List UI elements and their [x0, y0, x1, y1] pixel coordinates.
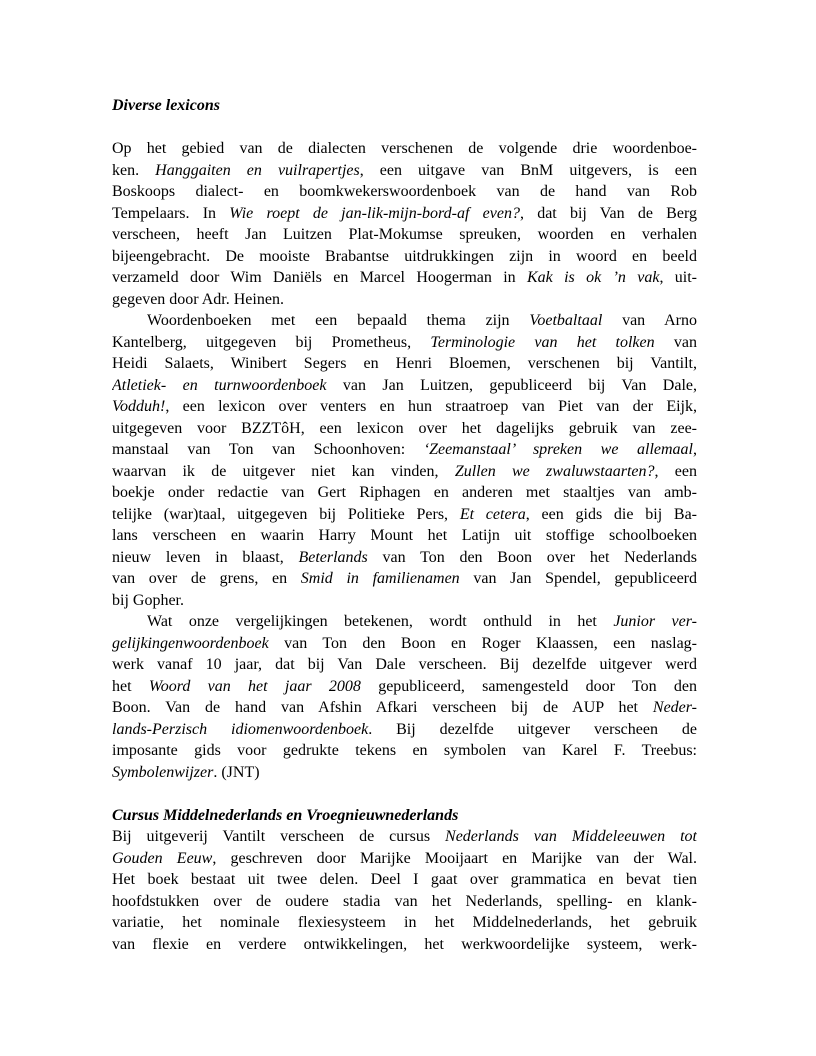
- plain-text: Heidi Salaets, Winibert Segers en Henri Bloemen, verschenen bij Vantilt,: [112, 355, 697, 372]
- text-line: [112, 869, 697, 891]
- italic-text: Et cetera: [459, 505, 526, 523]
- text-line: [112, 611, 697, 633]
- text-line: [112, 740, 697, 762]
- text-line: [112, 224, 697, 246]
- text-line: [112, 203, 697, 225]
- plain-text: gegeven door Adr. Heinen.: [112, 290, 284, 308]
- plain-text: van Ton den Boon over het Nederlands: [367, 548, 697, 566]
- plain-text: hoofdstukken over de oudere stadia van het Nederlands, spelling- en klank-: [112, 892, 697, 910]
- plain-text: , een lexicon over venters en hun straatroep van Piet van der Eijk,: [165, 398, 697, 415]
- text-line: [112, 676, 697, 698]
- text-line: [112, 332, 697, 354]
- section-heading: Diverse lexicons: [112, 97, 220, 114]
- plain-text: waarvan ik de uitgever niet kan vinden,: [112, 462, 455, 480]
- text-line: [112, 568, 697, 590]
- text-line: [112, 719, 697, 741]
- text-line: [112, 289, 697, 311]
- text-line: [112, 697, 697, 719]
- paragraph: [112, 310, 697, 611]
- plain-text: Boskoops dialect- en boomkwekerswoordenboek van de hand van Rob: [112, 183, 697, 200]
- plain-text: bijeengebracht. De mooiste Brabantse uitdrukkingen zijn in woord en beeld: [112, 247, 697, 265]
- plain-text: Op het gebied van de dialecten verschenen de volgende drie woordenboe-: [112, 140, 697, 157]
- italic-text: Woord van het jaar 2008: [148, 677, 361, 695]
- text-line: [112, 267, 697, 289]
- plain-text: ken.: [112, 161, 156, 179]
- plain-text: verzameld door Wim Daniëls en Marcel Hoogerman in: [112, 269, 527, 286]
- text-line: [112, 246, 697, 268]
- text-line: [112, 375, 697, 397]
- text-line: [112, 525, 697, 547]
- plain-text: nieuw leven in blaast,: [112, 548, 299, 566]
- plain-text: manstaal van Ton van Schoonhoven:: [112, 441, 424, 458]
- text-line: [112, 912, 697, 934]
- text-line: [112, 439, 697, 461]
- plain-text: Kantelberg, uitgegeven bij Prometheus,: [112, 333, 431, 351]
- plain-text: Het boek bestaat uit twee delen. Deel I gaat over grammatica en bevat tien: [112, 871, 697, 888]
- italic-text: gelijkingenwoordenboek: [112, 634, 269, 652]
- plain-text: het: [112, 677, 149, 695]
- section-heading: Cursus Middelnederlands en Vroegnieuwnederlands: [112, 806, 459, 824]
- plain-text: van Jan Luitzen, gepubliceerd bij Van Dale,: [326, 376, 697, 394]
- italic-text: Neder-: [652, 699, 697, 716]
- text-line: [112, 633, 697, 655]
- plain-text: lans verscheen en waarin Harry Mount het Latijn uit stoffige schoolboeken: [112, 527, 697, 544]
- italic-text: Beterlands: [298, 548, 368, 566]
- blank-line: [112, 117, 697, 139]
- plain-text: van Arno: [602, 312, 697, 329]
- plain-text: gepubliceerd, samengesteld door Ton den: [360, 677, 697, 695]
- document-content: [112, 95, 697, 955]
- italic-text: Vodduh!: [112, 398, 166, 415]
- plain-text: imposante gids voor gedrukte tekens en symbolen van Karel F. Treebus:: [112, 742, 697, 759]
- italic-text: Hanggaiten en vuilrapertjes: [155, 161, 360, 179]
- text-line: [112, 353, 697, 375]
- text-line: [112, 310, 697, 332]
- paragraph: [112, 138, 697, 310]
- plain-text: werk vanaf 10 jaar, dat bij Van Dale verscheen. Bij dezelfde uitgever werd: [112, 656, 697, 673]
- plain-text: , een: [654, 462, 697, 480]
- plain-text: bij Gopher.: [112, 591, 184, 609]
- text-line: [112, 138, 697, 160]
- italic-text: Terminologie van het tolken: [430, 333, 655, 351]
- plain-text: verscheen, heeft Jan Luitzen Plat-Mokumse spreuken, woorden en verhalen: [112, 226, 697, 243]
- paragraph: [112, 611, 697, 783]
- blank-line: [112, 783, 697, 805]
- plain-text: Bij uitgeverij Vantilt verscheen de cursus: [112, 828, 446, 845]
- plain-text: uitgegeven voor BZZTôH, een lexicon over het dagelijks gebruik van zee-: [112, 419, 697, 437]
- plain-text: , dat bij Van de Berg: [519, 204, 697, 222]
- plain-text: , een gids die bij Ba-: [525, 505, 697, 523]
- plain-text: , een uitgave van BnM uitgevers, is een: [359, 161, 697, 179]
- plain-text: van Ton den Boon en Roger Klaassen, een naslag-: [268, 634, 697, 652]
- text-line: [112, 590, 697, 612]
- text-line: [112, 418, 697, 440]
- text-line: [112, 396, 697, 418]
- italic-text: Junior ver-: [613, 613, 697, 630]
- text-line: [112, 461, 697, 483]
- italic-text: Smid in familienamen: [300, 570, 460, 587]
- italic-text: Zullen we zwaluwstaarten?: [454, 462, 655, 480]
- italic-text: Atletiek- en turnwoordenboek: [112, 376, 327, 394]
- plain-text: telijke (war)taal, uitgegeven bij Politieke Pers,: [112, 505, 460, 523]
- plain-text: van flexie en verdere ontwikkelingen, het werkwoordelijke systeem, werk-: [112, 935, 697, 953]
- text-line: [112, 504, 697, 526]
- text-line: [112, 848, 697, 870]
- text-line: [112, 826, 697, 848]
- italic-text: Gouden Eeuw: [112, 849, 213, 867]
- text-line: [112, 891, 697, 913]
- plain-text: van Jan Spendel, gepubliceerd: [459, 570, 697, 587]
- italic-text: Kak is ok ’n vak: [527, 269, 660, 286]
- plain-text: ,: [693, 441, 697, 458]
- text-line: [112, 762, 697, 784]
- plain-text: Woordenboeken met een bepaald thema zijn: [147, 312, 530, 329]
- plain-text: Wat onze vergelijkingen betekenen, wordt onthuld in het: [147, 613, 614, 630]
- italic-text: Voetbaltaal: [529, 312, 603, 329]
- plain-text: van: [654, 333, 697, 351]
- italic-text: ‘Zeemanstaal’ spreken we allemaal: [423, 441, 693, 458]
- plain-text: . Bij dezelfde uitgever verscheen de: [368, 720, 697, 738]
- plain-text: . (JNT): [213, 763, 260, 781]
- plain-text: Boon. Van de hand van Afshin Afkari verscheen bij de AUP het: [112, 699, 653, 716]
- italic-text: Symbolenwijzer: [112, 763, 214, 781]
- plain-text: boekje onder redactie van Gert Riphagen en anderen met staaltjes van amb-: [112, 484, 697, 501]
- plain-text: Tempelaars. In: [112, 204, 230, 222]
- text-line: [112, 181, 697, 203]
- plain-text: , geschreven door Marijke Mooijaart en Marijke van der Wal.: [212, 849, 697, 867]
- text-line: [112, 934, 697, 956]
- plain-text: , uit-: [659, 269, 697, 286]
- text-line: [112, 547, 697, 569]
- italic-text: lands-Perzisch idiomenwoordenboek: [112, 720, 369, 738]
- italic-text: Nederlands van Middeleeuwen tot: [445, 828, 697, 845]
- italic-text: Wie roept de jan-lik-mijn-bord-af even?: [229, 204, 520, 222]
- text-line: [112, 654, 697, 676]
- paragraph: [112, 826, 697, 955]
- plain-text: van over de grens, en: [112, 570, 301, 587]
- text-line: [112, 482, 697, 504]
- text-line: [112, 160, 697, 182]
- plain-text: variatie, het nominale flexiesysteem in het Middelnederlands, het gebruik: [112, 914, 697, 931]
